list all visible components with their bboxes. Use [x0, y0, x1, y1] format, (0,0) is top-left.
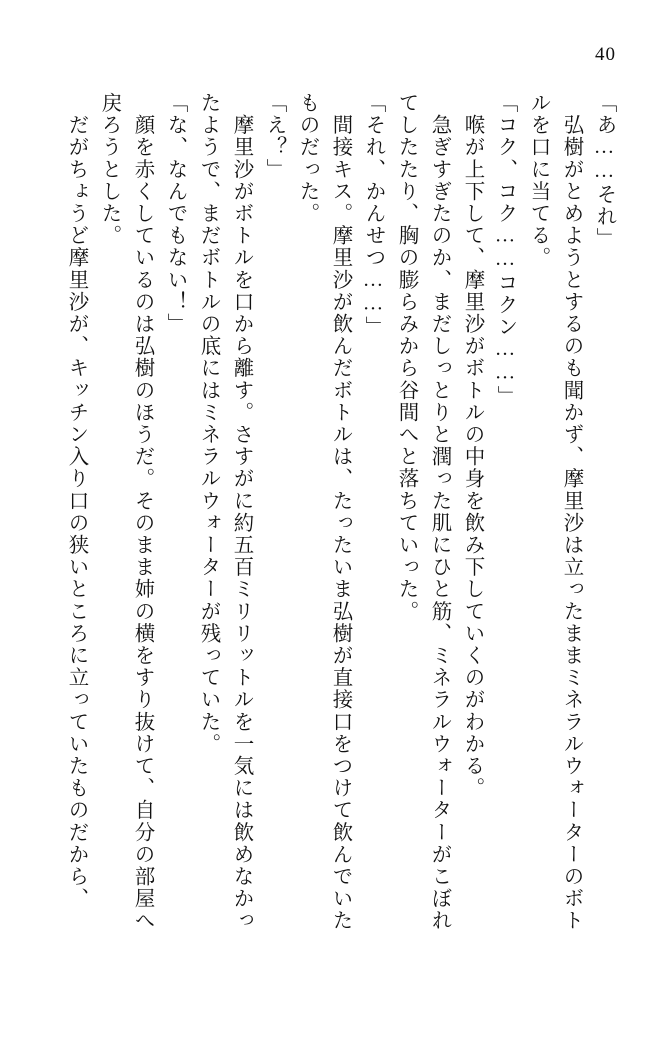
text-line: 急ぎすぎたのか、まだしっとりと潤った肌にひと筋、ミネラルウォーターがこぼれ — [428, 92, 450, 932]
text-line: てしたたり、胸の膨らみから谷間へと落ちていった。 — [395, 92, 417, 623]
text-line: だがちょうど摩里沙が、キッチン入り口の狭いところに立っていたものだから、 — [65, 92, 87, 910]
text-line: 戻ろうとした。 — [98, 92, 120, 247]
page-number: 40 — [595, 44, 616, 65]
text-line: 「それ、かんせつ……」 — [362, 92, 384, 339]
text-line: 弘樹がとめようとするのも聞かず、摩里沙は立ったままミネラルウォーターのボト — [560, 92, 582, 932]
text-line: たようで、まだボトルの底にはミネラルウォーターが残っていた。 — [197, 92, 219, 755]
text-line: 「コク、コク……コクン……」 — [494, 92, 516, 408]
text-line: ものだった。 — [296, 92, 318, 225]
text-line: 「な、なんでもない！」 — [164, 92, 186, 336]
text-line: 「え？」 — [263, 92, 285, 181]
text-line: ルを口に当てる。 — [527, 92, 549, 269]
text-line: 摩里沙がボトルを口から離す。さすがに約五百ミリリットルを一気には飲めなかっ — [230, 92, 252, 932]
vertical-text-body — [46, 92, 620, 1014]
text-line: 喉が上下して、摩里沙がボトルの中身を飲み下していくのがわかる。 — [461, 92, 483, 800]
text-line: 顔を赤くしているのは弘樹のほうだ。そのまま姉の横をすり抜けて、自分の部屋へ — [131, 92, 153, 932]
text-line: 「あ……それ」 — [593, 92, 615, 250]
text-line: 間接キス。摩里沙が飲んだボトルは、たったいま弘樹が直接口をつけて飲んでいた — [329, 92, 351, 932]
